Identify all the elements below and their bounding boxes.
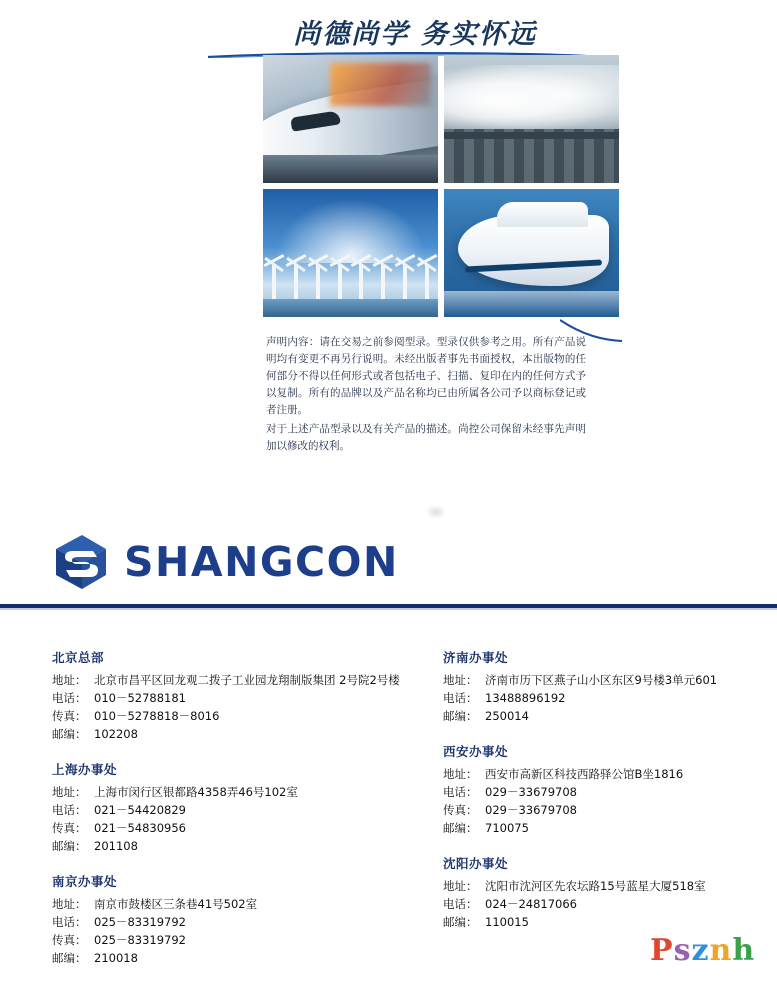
field-value: 济南市历下区燕子山小区东区9号楼3单元601 bbox=[485, 673, 718, 687]
field-value: 029－33679708 bbox=[485, 785, 577, 799]
office-line-phone bbox=[443, 689, 773, 707]
office-block-xian bbox=[443, 742, 773, 837]
office-line-address bbox=[52, 671, 432, 689]
watermark-letter-s: s bbox=[673, 933, 692, 968]
office-line-fax bbox=[52, 707, 432, 725]
field-value: 西安市高新区科技西路驿公馆B坐1816 bbox=[485, 767, 684, 781]
office-line-address bbox=[443, 877, 773, 895]
watermark-letter-h: h bbox=[732, 933, 756, 968]
field-value: 南京市鼓楼区三条巷41号502室 bbox=[94, 897, 258, 911]
field-value: 201108 bbox=[94, 839, 138, 853]
contact-section bbox=[0, 648, 777, 965]
office-name: 济南办事处 bbox=[443, 650, 509, 665]
office-line-address bbox=[52, 783, 432, 801]
office-line-address bbox=[443, 671, 773, 689]
office-line-postcode bbox=[52, 837, 432, 855]
field-value: 024－24817066 bbox=[485, 897, 577, 911]
cruise-ship-photo bbox=[444, 189, 619, 317]
field-label: 地址： bbox=[52, 897, 87, 911]
office-name: 北京总部 bbox=[52, 650, 105, 665]
field-value: 710075 bbox=[485, 821, 529, 835]
site-watermark bbox=[650, 933, 756, 968]
office-line-fax bbox=[52, 819, 432, 837]
field-label: 传真： bbox=[443, 803, 478, 817]
field-value: 021－54420829 bbox=[94, 803, 186, 817]
industrial-steam-photo bbox=[444, 55, 619, 183]
wind-farm-photo bbox=[263, 189, 438, 317]
field-value: 010－52788181 bbox=[94, 691, 186, 705]
field-label: 电话： bbox=[443, 897, 478, 911]
shangcon-s-logo-icon bbox=[52, 533, 110, 591]
footer-divider-shadow bbox=[0, 608, 777, 610]
field-value: 上海市闵行区银都路4358弄46号102室 bbox=[94, 785, 298, 799]
office-line-postcode bbox=[443, 913, 773, 931]
field-value: 025－83319792 bbox=[94, 915, 186, 929]
field-label: 传真： bbox=[52, 933, 87, 947]
field-label: 邮编： bbox=[52, 727, 87, 741]
scan-artifact bbox=[425, 505, 447, 519]
header-banner bbox=[0, 6, 777, 58]
office-block-shanghai bbox=[52, 760, 432, 855]
disclaimer-paragraph-2: 对于上述产品型录以及有关产品的描述。尚控公司保留未经事先声明加以修改的权利。 bbox=[266, 423, 586, 452]
office-line-fax bbox=[52, 931, 432, 949]
field-label: 传真： bbox=[52, 821, 87, 835]
field-value: 021－54830956 bbox=[94, 821, 186, 835]
watermark-letter-z: z bbox=[691, 933, 710, 968]
office-line-phone bbox=[52, 689, 432, 707]
field-label: 地址： bbox=[52, 673, 87, 687]
field-label: 地址： bbox=[443, 673, 478, 687]
disclaimer-text bbox=[266, 334, 586, 455]
office-line-phone bbox=[443, 783, 773, 801]
office-line-fax bbox=[443, 801, 773, 819]
office-line-phone bbox=[52, 913, 432, 931]
office-block-jinan bbox=[443, 648, 773, 725]
field-label: 邮编： bbox=[52, 951, 87, 965]
office-name: 沈阳办事处 bbox=[443, 856, 509, 871]
logo-wordmark: SHANGCON bbox=[124, 537, 399, 586]
watermark-letter-n: n bbox=[709, 933, 733, 968]
field-label: 邮编： bbox=[443, 709, 478, 723]
contact-column-right bbox=[443, 648, 773, 948]
page-slogan: 尚德尚学 务实怀远 bbox=[293, 19, 537, 50]
office-line-postcode bbox=[443, 819, 773, 837]
field-label: 邮编： bbox=[443, 915, 478, 929]
office-line-address bbox=[52, 895, 432, 913]
field-value: 029－33679708 bbox=[485, 803, 577, 817]
office-block-nanjing bbox=[52, 872, 432, 967]
high-speed-train-photo bbox=[263, 55, 438, 183]
office-line-phone bbox=[443, 895, 773, 913]
photo-collage bbox=[263, 55, 619, 317]
company-logo bbox=[52, 531, 399, 593]
office-line-address bbox=[443, 765, 773, 783]
field-label: 电话： bbox=[52, 691, 87, 705]
office-name: 西安办事处 bbox=[443, 744, 509, 759]
office-line-postcode bbox=[443, 707, 773, 725]
field-label: 电话： bbox=[52, 915, 87, 929]
field-value: 沈阳市沈河区先农坛路15号蓝星大厦518室 bbox=[485, 879, 706, 893]
field-label: 地址： bbox=[443, 879, 478, 893]
field-label: 电话： bbox=[443, 785, 478, 799]
disclaimer-paragraph-1: 声明内容：请在交易之前参阅型录。型录仅供参考之用。所有产品说明均有变更不再另行说明。未经出版者事先书面授权，本出版物的任何部分不得以任何形式或者包括电子、扫描、复印在内的任何方式予以复制。所有的品牌以及产品名称均已由所属各公司予以商标登记或者注册。 bbox=[266, 336, 586, 416]
contact-column-left bbox=[52, 648, 432, 984]
field-label: 地址： bbox=[52, 785, 87, 799]
field-value: 13488896192 bbox=[485, 691, 566, 705]
office-line-postcode bbox=[52, 949, 432, 967]
field-label: 邮编： bbox=[443, 821, 478, 835]
field-value: 210018 bbox=[94, 951, 138, 965]
field-value: 110015 bbox=[485, 915, 529, 929]
watermark-letter-p: P bbox=[650, 933, 674, 968]
field-value: 北京市昌平区回龙观二拨子工业园龙翔制版集团 2号院2号楼 bbox=[94, 673, 400, 687]
office-name: 南京办事处 bbox=[52, 874, 118, 889]
field-label: 地址： bbox=[443, 767, 478, 781]
field-label: 邮编： bbox=[52, 839, 87, 853]
field-value: 250014 bbox=[485, 709, 529, 723]
field-value: 102208 bbox=[94, 727, 138, 741]
field-label: 传真： bbox=[52, 709, 87, 723]
office-line-postcode bbox=[52, 725, 432, 743]
office-block-shenyang bbox=[443, 854, 773, 931]
field-value: 010－5278818－8016 bbox=[94, 709, 220, 723]
office-line-phone bbox=[52, 801, 432, 819]
field-label: 电话： bbox=[52, 803, 87, 817]
office-name: 上海办事处 bbox=[52, 762, 118, 777]
field-value: 025－83319792 bbox=[94, 933, 186, 947]
field-label: 电话： bbox=[443, 691, 478, 705]
office-block-beijing bbox=[52, 648, 432, 743]
